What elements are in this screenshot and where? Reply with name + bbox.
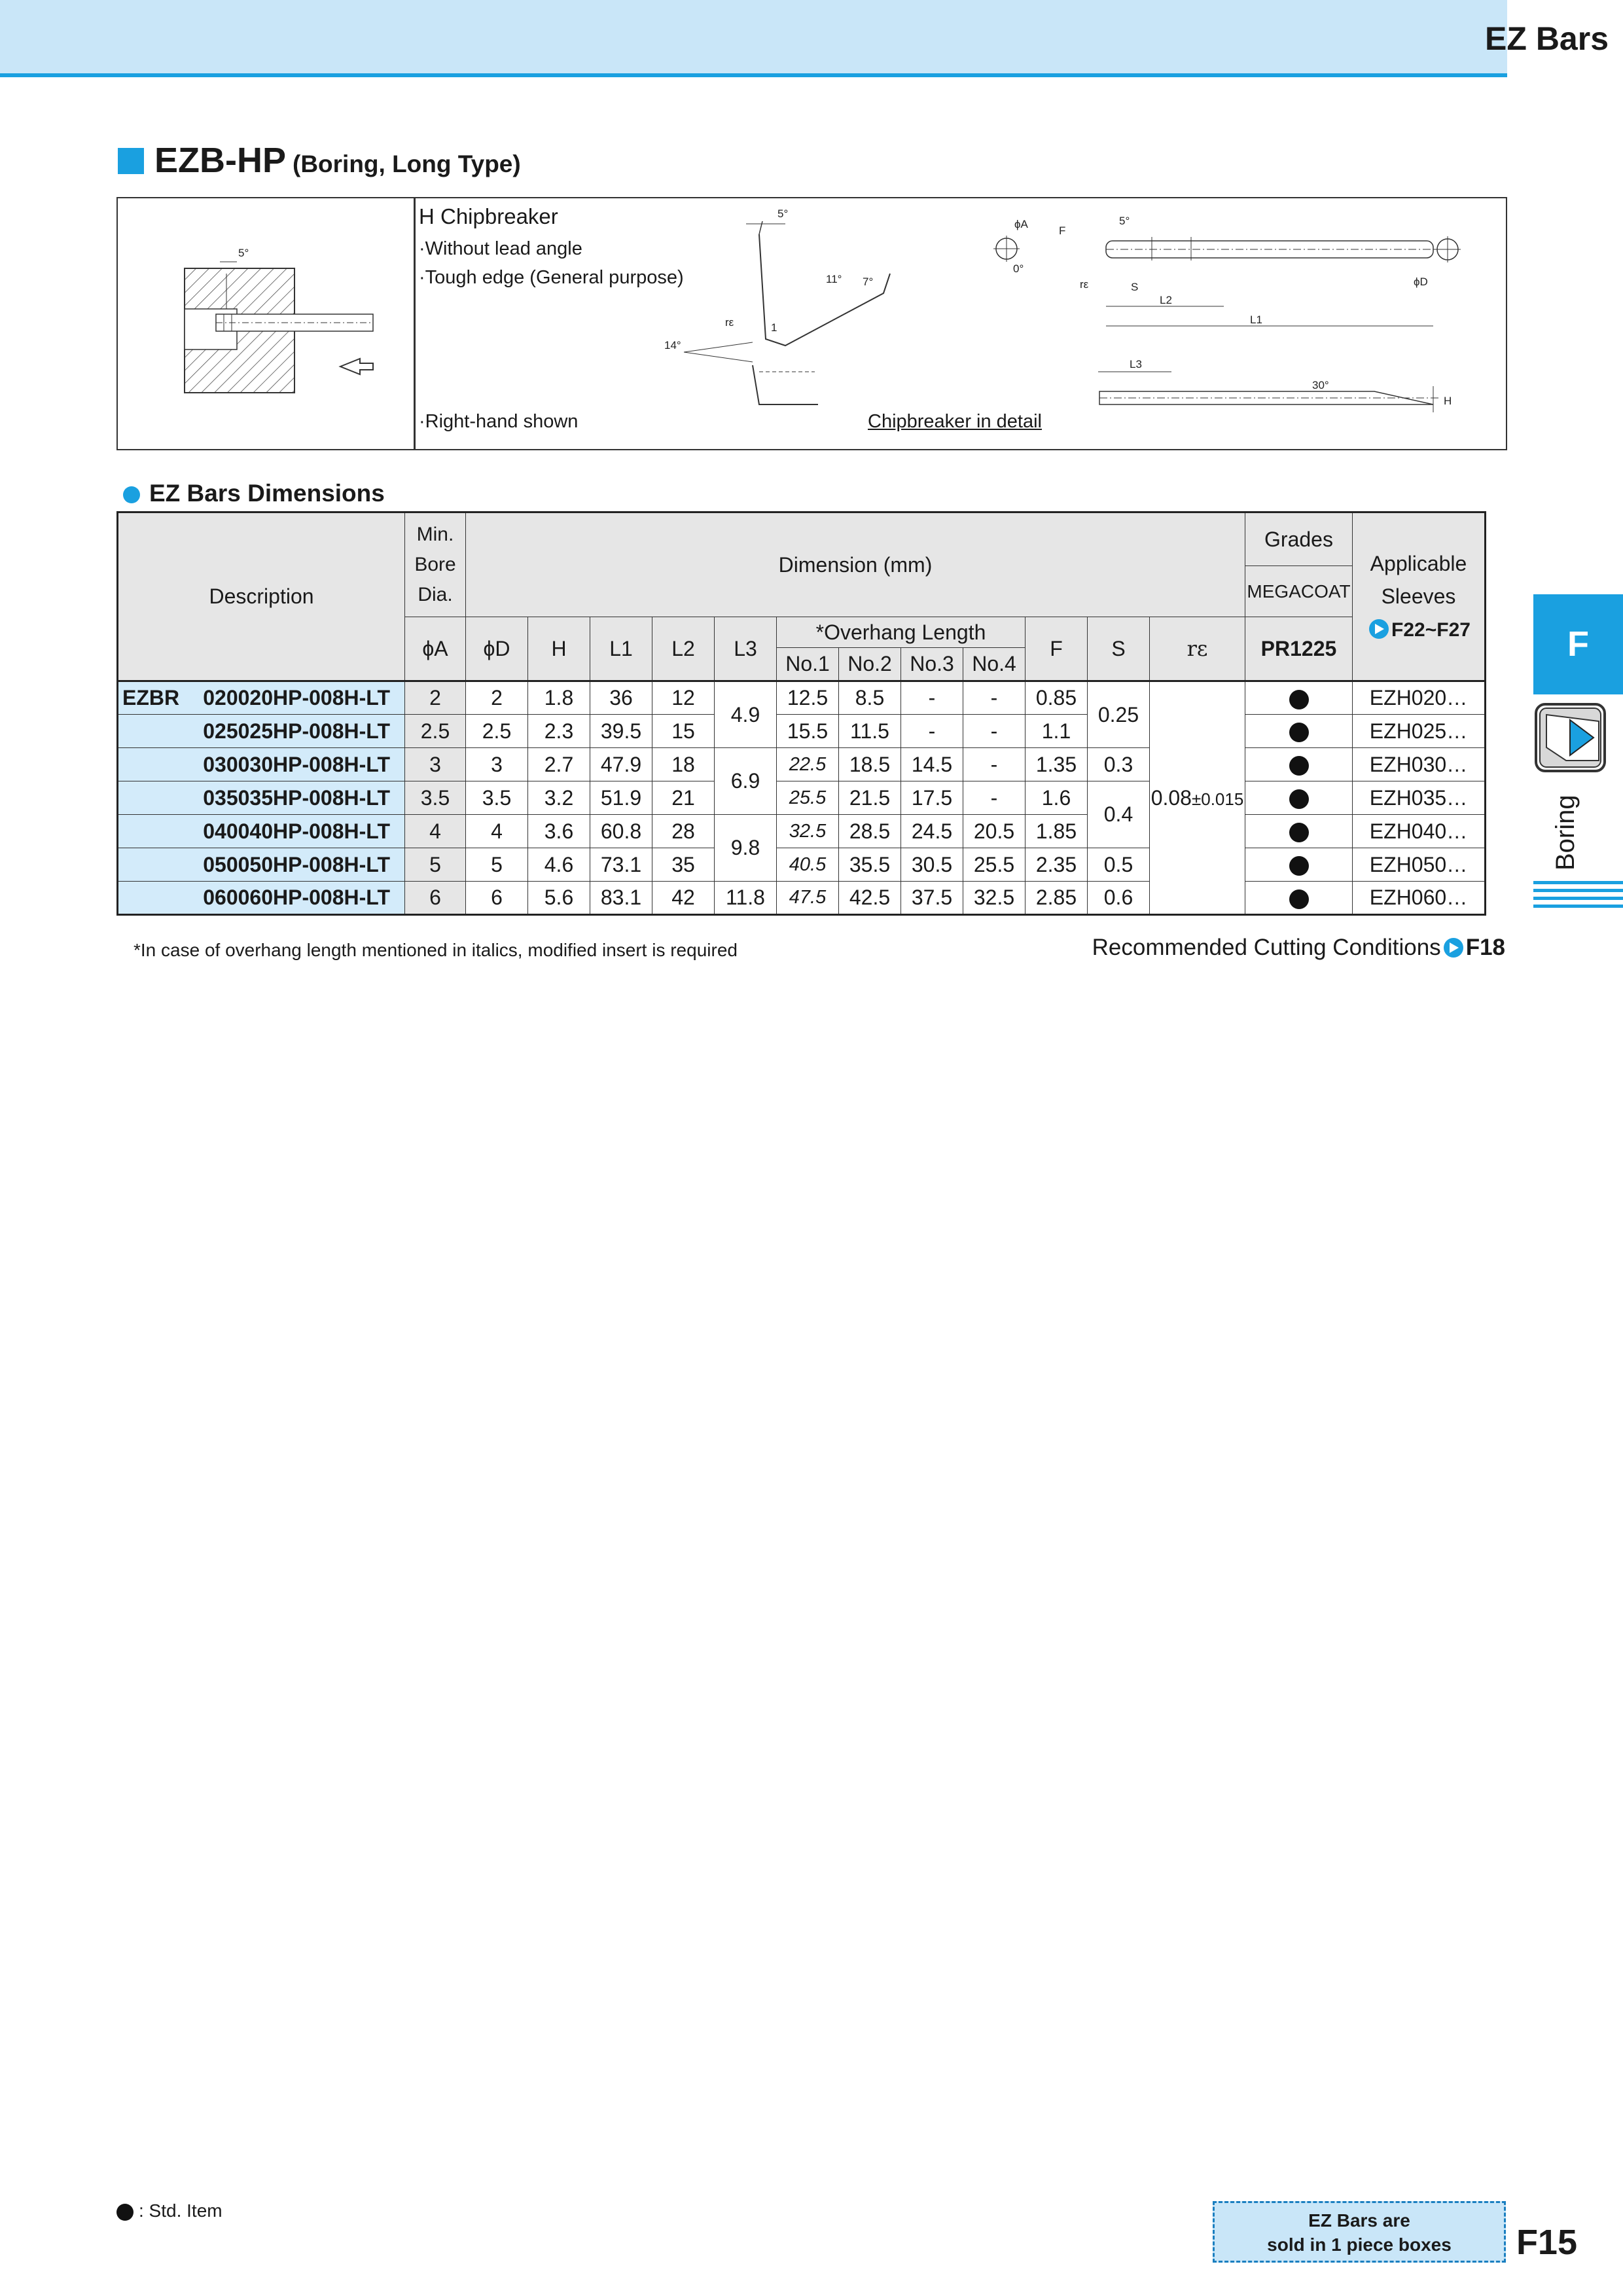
side-tab-stripe [1533, 897, 1623, 900]
cell-D: 3 [466, 748, 528, 781]
page-header-bar [0, 0, 1507, 77]
cell-A: 2.5 [405, 715, 466, 748]
cell-L1: 47.9 [590, 748, 652, 781]
row-prefix: EZBR [122, 686, 180, 709]
label-bar-5deg: 5° [1119, 215, 1130, 227]
cell-L2: 42 [652, 882, 715, 915]
header-re: rε [1150, 617, 1245, 681]
cell-L1: 36 [590, 681, 652, 715]
re-tolerance: ±0.015 [1191, 789, 1244, 809]
cell-no2: 21.5 [839, 781, 901, 815]
packaging-note [1213, 2201, 1506, 2263]
cell-no2: 8.5 [839, 681, 901, 715]
table-row [118, 882, 1486, 915]
cell-grade [1245, 748, 1353, 781]
header-min-bore-1: Min. [416, 524, 454, 545]
cell-L3: 4.9 [715, 681, 777, 748]
cell-L1: 83.1 [590, 882, 652, 915]
feature-tough-edge: ·Tough edge (General purpose) [419, 267, 684, 288]
boring-workpiece-figure [177, 236, 380, 399]
side-tab-stripe [1533, 881, 1623, 884]
cell-grade [1245, 781, 1353, 815]
cell-no4: 20.5 [963, 815, 1026, 848]
std-item-dot-icon [1289, 723, 1309, 742]
packaging-line1: EZ Bars are [1308, 2210, 1410, 2231]
cell-sleeve: EZH020… [1353, 681, 1486, 715]
row-code: 060060HP-008H-LT [118, 882, 405, 915]
cell-sleeve: EZH050… [1353, 848, 1486, 882]
chipbreaker-detail-figure [654, 208, 903, 418]
table-row [118, 848, 1486, 882]
header-L2: L2 [652, 617, 715, 681]
page-number: F15 [1516, 2223, 1577, 2262]
cell-no4: - [963, 715, 1026, 748]
cell-no1: 40.5 [777, 848, 839, 882]
recommended-conditions [1092, 935, 1505, 961]
row-code: 050050HP-008H-LT [118, 848, 405, 882]
header-sleeves [1353, 512, 1486, 681]
cell-H: 2.7 [528, 748, 590, 781]
ref-arrow-icon [1369, 619, 1389, 639]
cell-L1: 51.9 [590, 781, 652, 815]
header-L1: L1 [590, 617, 652, 681]
cell-no4: 25.5 [963, 848, 1026, 882]
cell-no1: 25.5 [777, 781, 839, 815]
cell-sleeve: EZH035… [1353, 781, 1486, 815]
cell-L2: 28 [652, 815, 715, 848]
header-F: F [1026, 617, 1088, 681]
cell-no3: 14.5 [901, 748, 963, 781]
std-item-dot-icon [1289, 856, 1309, 876]
header-min-bore-2: Bore [414, 554, 456, 575]
table-row [118, 681, 1486, 715]
cell-D: 3.5 [466, 781, 528, 815]
cell-L2: 18 [652, 748, 715, 781]
cell-no1: 22.5 [777, 748, 839, 781]
header-no1: No.1 [777, 648, 839, 681]
bar-dimension-figure [982, 208, 1472, 437]
cell-no1: 15.5 [777, 715, 839, 748]
label-L3: L3 [1130, 358, 1142, 370]
header-no3: No.3 [901, 648, 963, 681]
cell-S: 0.25 [1088, 681, 1150, 748]
table-footnote: *In case of overhang length mentioned in italics, modified insert is required [134, 940, 738, 960]
boring-insert-icon [1533, 702, 1607, 774]
cell-D: 6 [466, 882, 528, 915]
label-one: 1 [771, 321, 777, 334]
cell-no3: - [901, 681, 963, 715]
table-row [118, 715, 1486, 748]
row-description [118, 681, 405, 715]
std-item-dot-icon [1289, 889, 1309, 909]
legend-text: : Std. Item [139, 2200, 223, 2221]
cell-no2: 35.5 [839, 848, 901, 882]
cell-H: 2.3 [528, 715, 590, 748]
label-phiD: ϕD [1414, 276, 1428, 288]
label-30deg: 30° [1312, 379, 1329, 391]
label-re: rε [725, 316, 734, 329]
header-S: S [1088, 617, 1150, 681]
cell-D: 4 [466, 815, 528, 848]
row-code: 040040HP-008H-LT [118, 815, 405, 848]
section-title-main: EZB-HP [154, 141, 286, 180]
feature-no-lead-angle: ·Without lead angle [419, 238, 582, 259]
cell-H: 3.2 [528, 781, 590, 815]
cell-F: 1.1 [1026, 715, 1088, 748]
header-description: Description [118, 512, 405, 681]
header-dimension: Dimension (mm) [466, 512, 1245, 617]
label-0deg: 0° [1013, 262, 1024, 275]
cell-no3: 24.5 [901, 815, 963, 848]
std-item-legend [116, 2200, 223, 2221]
cell-grade [1245, 715, 1353, 748]
header-grade-pr1225: PR1225 [1245, 617, 1353, 681]
chipbreaker-detail-label: Chipbreaker in detail [868, 411, 1042, 432]
header-min-bore-3: Dia. [418, 584, 453, 605]
header-H: H [528, 617, 590, 681]
label-phiA: ϕA [1014, 218, 1028, 230]
cell-no1: 47.5 [777, 882, 839, 915]
row-code: 035035HP-008H-LT [118, 781, 405, 815]
cell-no2: 42.5 [839, 882, 901, 915]
cell-A: 2 [405, 681, 466, 715]
cell-L3: 9.8 [715, 815, 777, 882]
cell-sleeve: EZH030… [1353, 748, 1486, 781]
label-11deg: 11° [826, 273, 842, 285]
cell-D: 2.5 [466, 715, 528, 748]
header-sleeves-1: Applicable [1370, 551, 1467, 575]
cell-no2: 18.5 [839, 748, 901, 781]
cell-H: 1.8 [528, 681, 590, 715]
cell-A: 3 [405, 748, 466, 781]
label-7deg: 7° [863, 276, 874, 288]
packaging-line2: sold in 1 piece boxes [1267, 2234, 1452, 2255]
cell-no4: - [963, 781, 1026, 815]
cell-L1: 73.1 [590, 848, 652, 882]
std-item-dot-icon [116, 2204, 134, 2221]
dims-title: EZ Bars Dimensions [149, 480, 385, 507]
cell-A: 3.5 [405, 781, 466, 815]
table-row [118, 748, 1486, 781]
label-5deg: 5° [238, 247, 249, 259]
cell-sleeve: EZH060… [1353, 882, 1486, 915]
cell-S: 0.5 [1088, 848, 1150, 882]
right-hand-note: ·Right-hand shown [419, 411, 579, 432]
chipbreaker-title: H Chipbreaker [419, 204, 558, 228]
label-F: F [1059, 224, 1066, 237]
cell-L1: 60.8 [590, 815, 652, 848]
cell-D: 2 [466, 681, 528, 715]
header-grades: Grades [1245, 512, 1353, 566]
cell-D: 5 [466, 848, 528, 882]
cell-S: 0.6 [1088, 882, 1150, 915]
header-no4: No.4 [963, 648, 1026, 681]
label-re-bar: rε [1080, 278, 1089, 291]
dims-bullet-icon [123, 486, 140, 503]
header-sleeves-2: Sleeves [1381, 584, 1456, 608]
row-code: 025025HP-008H-LT [118, 715, 405, 748]
cell-no3: - [901, 715, 963, 748]
header-min-bore [405, 512, 466, 617]
re-main: 0.08 [1150, 785, 1192, 810]
label-L1: L1 [1250, 314, 1262, 326]
std-item-dot-icon [1289, 789, 1309, 809]
table-row [118, 781, 1486, 815]
header-L3: L3 [715, 617, 777, 681]
ref-arrow-icon [1444, 938, 1463, 958]
cell-F: 2.35 [1026, 848, 1088, 882]
cell-L1: 39.5 [590, 715, 652, 748]
recommended-label: Recommended Cutting Conditions [1092, 935, 1441, 960]
label-14deg: 14° [664, 339, 681, 351]
cell-F: 1.35 [1026, 748, 1088, 781]
row-code: 030030HP-008H-LT [118, 748, 405, 781]
cell-L3: 6.9 [715, 748, 777, 815]
cell-no3: 17.5 [901, 781, 963, 815]
label-S: S [1131, 281, 1139, 293]
header-phiD: ϕD [466, 617, 528, 681]
cell-L2: 15 [652, 715, 715, 748]
section-title [154, 140, 521, 181]
recommended-ref-link[interactable]: F18 [1465, 935, 1505, 960]
cell-no4: 32.5 [963, 882, 1026, 915]
cell-H: 4.6 [528, 848, 590, 882]
sleeves-ref-link[interactable]: F22~F27 [1391, 619, 1471, 641]
cell-sleeve: EZH025… [1353, 715, 1486, 748]
cell-L3: 11.8 [715, 882, 777, 915]
page-header-title: EZ Bars [1485, 20, 1609, 57]
cell-L2: 21 [652, 781, 715, 815]
cell-F: 0.85 [1026, 681, 1088, 715]
cell-sleeve: EZH040… [1353, 815, 1486, 848]
header-no2: No.2 [839, 648, 901, 681]
cell-A: 5 [405, 848, 466, 882]
cell-L2: 35 [652, 848, 715, 882]
cell-S: 0.3 [1088, 748, 1150, 781]
side-tab-letter[interactable]: F [1533, 594, 1623, 694]
side-tab-label: Boring [1551, 795, 1580, 870]
cell-no4: - [963, 748, 1026, 781]
cell-no1: 32.5 [777, 815, 839, 848]
cell-no2: 11.5 [839, 715, 901, 748]
side-tab-stripe [1533, 905, 1623, 908]
cell-no1: 12.5 [777, 681, 839, 715]
label-L2: L2 [1160, 294, 1172, 306]
header-phiA: ϕA [405, 617, 466, 681]
row-code: 020020HP-008H-LT [203, 686, 390, 709]
cell-grade [1245, 848, 1353, 882]
cell-F: 1.85 [1026, 815, 1088, 848]
cell-no3: 37.5 [901, 882, 963, 915]
cell-A: 6 [405, 882, 466, 915]
cell-F: 1.6 [1026, 781, 1088, 815]
side-tab-stripe [1533, 889, 1623, 892]
cell-H: 3.6 [528, 815, 590, 848]
cell-A: 4 [405, 815, 466, 848]
cell-F: 2.85 [1026, 882, 1088, 915]
cell-S: 0.4 [1088, 781, 1150, 848]
header-overhang: *Overhang Length [777, 617, 1026, 648]
header-megacoat: MEGACOAT [1245, 566, 1353, 617]
cell-grade [1245, 815, 1353, 848]
dimensions-table [116, 511, 1486, 916]
label-H: H [1444, 395, 1452, 407]
cell-grade [1245, 681, 1353, 715]
cell-no3: 30.5 [901, 848, 963, 882]
cell-no2: 28.5 [839, 815, 901, 848]
label-cb-5deg: 5° [777, 208, 789, 220]
cell-H: 5.6 [528, 882, 590, 915]
cell-L2: 12 [652, 681, 715, 715]
std-item-dot-icon [1289, 823, 1309, 842]
section-square-icon [118, 148, 144, 174]
section-subtitle: (Boring, Long Type) [293, 151, 521, 177]
cell-re [1150, 681, 1245, 915]
table-row [118, 815, 1486, 848]
cell-no4: - [963, 681, 1026, 715]
std-item-dot-icon [1289, 690, 1309, 709]
cell-grade [1245, 882, 1353, 915]
std-item-dot-icon [1289, 756, 1309, 776]
diagram-divider [414, 197, 416, 450]
